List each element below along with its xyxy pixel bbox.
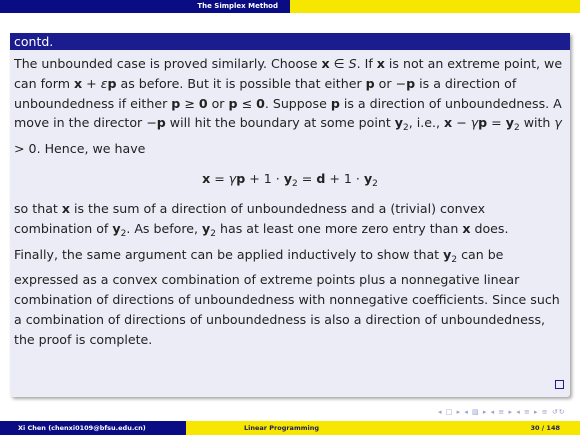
header-accent bbox=[290, 0, 580, 13]
block-title: contd. bbox=[10, 33, 570, 50]
footer-page-number: 30 / 148 bbox=[376, 421, 580, 435]
footer-author: Xi Chen (chenxi0109@bfsu.edu.cn) bbox=[0, 421, 186, 435]
paragraph-1: The unbounded case is proved similarly. Choose x ∈ S. If x is not an extreme point, we can form x + εp as before. But it is possible that either p or −p is a direction of unboundedness if either p ≥ 0 or p ≤ 0. Suppose p is a direction of unboundedness. A move in the director −p will hit the boundary at some point $y_2$, i.e., $x - \gamma p = y_2$ with γ > 0. Hence, we have bbox=[14, 56, 563, 157]
header-bar bbox=[0, 0, 580, 13]
footer-bar bbox=[0, 421, 580, 435]
block-body bbox=[14, 54, 566, 350]
footer-course: Linear Programming bbox=[186, 421, 376, 435]
proof-block bbox=[10, 33, 570, 397]
navigation-controls[interactable]: ◂ □ ▸ ◂ ▧ ▸ ◂ ≡ ▸ ◂ ≡ ▸ ≡ ↺↻ bbox=[438, 408, 566, 416]
equation: $x = \gamma p + 1 \cdot y_2 = d + 1 \cdot y_2$ bbox=[202, 170, 378, 189]
paragraph-3: Finally, the same argument can be applied inductively to show that $y_2$ can be expressed as a convex combination of extreme points plus a nonnegative linear combination of directions of unboundedness with nonnegative coefficients. Since such a combination of directions of unboundedness is also a direction of unboundedness, the proof is complete. bbox=[14, 246, 560, 347]
paragraph-2: so that x is the sum of a direction of unboundedness and a (trivial) convex combination of $y_2$. As before, $y_2$ has at least one more zero entry than x does. bbox=[14, 200, 509, 239]
section-title: The Simplex Method bbox=[197, 2, 278, 10]
qed-icon bbox=[555, 380, 564, 389]
